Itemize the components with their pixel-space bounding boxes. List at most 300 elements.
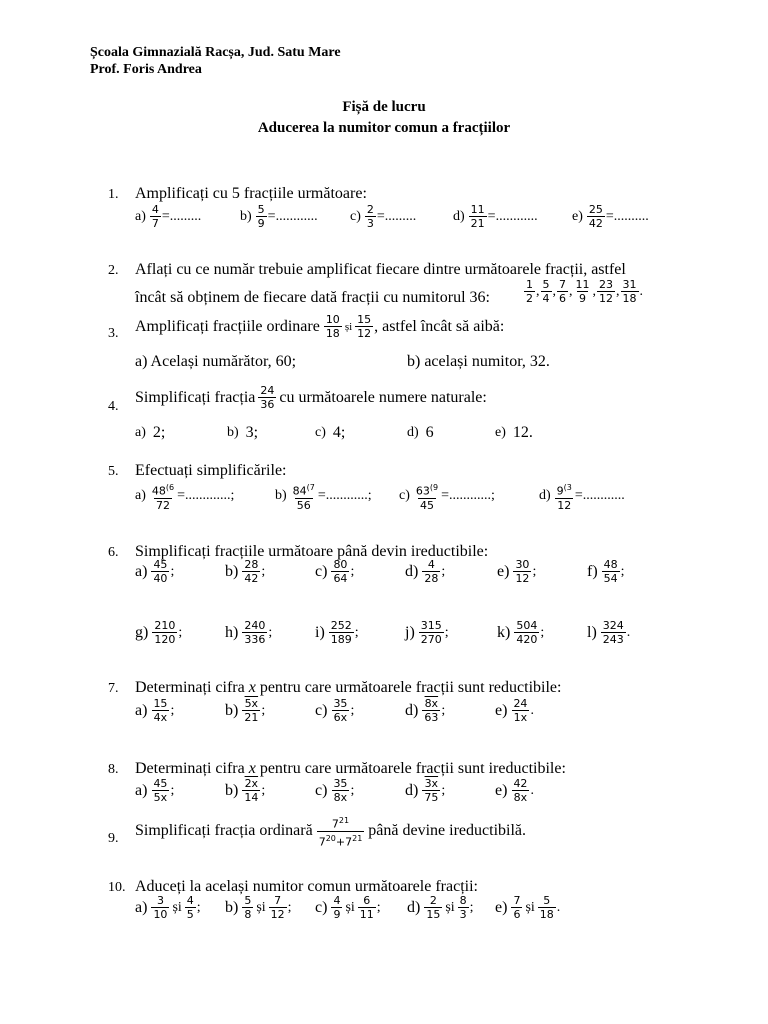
- fraction: [422, 777, 440, 804]
- fraction: [511, 777, 529, 804]
- fraction: [602, 558, 620, 585]
- item: [135, 203, 201, 230]
- school-name: Școala Gimnazială Racșa, Jud. Satu Mare: [90, 45, 341, 60]
- numerator: 504: [516, 619, 538, 632]
- exercise-number: 10.: [108, 880, 126, 895]
- denominator: 5x: [153, 791, 168, 804]
- item-label: i): [315, 623, 325, 641]
- item: [315, 424, 345, 442]
- item: [587, 619, 630, 646]
- numerator: 2: [429, 894, 437, 907]
- numerator: 31: [622, 278, 637, 291]
- numerator: 6: [363, 894, 371, 907]
- denominator: 9: [257, 217, 265, 230]
- item-value: 12.: [512, 424, 533, 441]
- numerator: 4: [151, 203, 159, 216]
- fraction: [291, 481, 317, 512]
- fraction: [422, 697, 440, 724]
- denominator: 5: [186, 908, 194, 921]
- teacher-name: Prof. Foris Andrea: [90, 62, 202, 77]
- denominator: 12: [270, 908, 285, 921]
- separator: ;: [354, 624, 359, 640]
- denominator: 21: [470, 217, 485, 230]
- item: [405, 777, 445, 804]
- fraction: [269, 894, 287, 921]
- numerator: 48$^{(6}$: [151, 483, 175, 498]
- fraction: [331, 894, 342, 921]
- denominator: 40: [153, 572, 168, 585]
- item: [135, 424, 165, 442]
- denominator: 2: [526, 292, 533, 305]
- exercise-8-text: Determinați cifra x pentru care următoarele fracții sunt ireductibile:: [135, 760, 566, 777]
- exercise-9-prompt: Simplificați fracția ordinară $7^{21}$ $7^{20}+7^{21}$ până devine ireductibilă.: [135, 816, 527, 849]
- item: [275, 481, 372, 512]
- separator: ,: [592, 283, 596, 299]
- fraction: 15 12: [357, 313, 372, 340]
- denominator: 72: [156, 498, 170, 512]
- exercise-3-text-a: Amplificați fracțiile ordinare: [135, 317, 320, 335]
- fraction: [242, 619, 267, 646]
- answer-blank: =............: [487, 208, 538, 224]
- worksheet-subtitle: Aducerea la numitor comun a fracțiilor: [257, 120, 511, 136]
- numerator: 210: [154, 619, 176, 632]
- item: [225, 777, 265, 804]
- denominator: 28: [424, 572, 439, 585]
- denominator: 10: [153, 908, 168, 921]
- separator: ;: [350, 702, 355, 718]
- fraction: [524, 278, 535, 305]
- answer-blank: =..........: [605, 208, 649, 224]
- answer-blank: =............: [574, 488, 625, 504]
- item-label: b): [227, 425, 239, 440]
- numerator: 84$^{(7}$: [292, 483, 315, 498]
- item-label: g): [135, 623, 149, 641]
- item: [315, 558, 354, 585]
- fraction: [513, 558, 531, 585]
- denominator: 420: [516, 633, 538, 646]
- item-label: b): [225, 898, 239, 916]
- item-label: k): [497, 623, 511, 641]
- exercise-number: 4.: [108, 399, 119, 414]
- item-label: l): [587, 623, 597, 641]
- exercise-3-item-a: a) Același numărător, 60;: [135, 353, 297, 370]
- numerator: 240: [244, 619, 266, 632]
- numerator: 7: [274, 894, 282, 907]
- item-label: c): [315, 781, 328, 799]
- conjunction: și: [256, 899, 266, 915]
- fraction: [419, 619, 444, 646]
- numerator: 252: [330, 619, 352, 632]
- item-label: b): [225, 781, 239, 799]
- denominator: 63: [424, 711, 439, 724]
- fraction: [151, 558, 169, 585]
- answer-blank: =............;: [317, 488, 372, 504]
- denominator: 8x: [333, 791, 348, 804]
- exercise-2-line2: încât să obținem de fiecare dată fracții cu numitorul 36:: [135, 289, 490, 306]
- denominator: 54: [603, 572, 618, 585]
- answer-blank: =............: [267, 208, 318, 224]
- numerator: 4: [427, 558, 435, 571]
- fraction: [511, 697, 529, 724]
- numerator: 35: [333, 777, 348, 790]
- numerator: 315: [420, 619, 442, 632]
- simplify-factor: (7: [306, 483, 315, 492]
- item: [539, 481, 625, 512]
- denominator: 7: [151, 217, 159, 230]
- denominator: 9: [579, 292, 586, 305]
- separator: .: [530, 782, 534, 798]
- fraction: [242, 558, 260, 585]
- denominator: 6: [559, 292, 566, 305]
- numerator: 63$^{(9}$: [415, 483, 439, 498]
- fraction: [469, 203, 487, 230]
- numerator: 48: [603, 558, 618, 571]
- denominator: 270: [420, 633, 442, 646]
- item: [407, 424, 434, 442]
- item: [405, 558, 445, 585]
- item-label: a): [135, 781, 148, 799]
- item-label: h): [225, 623, 239, 641]
- numerator: 3x: [424, 777, 439, 790]
- denominator: 42: [588, 217, 603, 230]
- separator: ;: [350, 782, 355, 798]
- separator: ;: [441, 782, 446, 798]
- numerator: 11: [470, 203, 485, 216]
- fraction: [424, 894, 442, 921]
- item-label: d): [405, 701, 419, 719]
- fraction: [242, 777, 260, 804]
- item: [405, 697, 445, 724]
- item-label: c): [350, 208, 361, 224]
- separator: ;: [261, 782, 266, 798]
- numerator: 9$^{(3}$: [556, 483, 572, 498]
- item: [407, 894, 474, 921]
- denominator: 3: [459, 908, 467, 921]
- item-label: d): [539, 488, 551, 504]
- fraction: [414, 481, 440, 512]
- item-label: d): [453, 208, 465, 224]
- item-value: 2;: [152, 424, 166, 441]
- item: [495, 697, 534, 724]
- item-label: b): [225, 701, 239, 719]
- denominator: 21: [244, 711, 259, 724]
- fraction: [365, 203, 376, 230]
- item: [135, 558, 174, 585]
- fraction: [555, 481, 574, 512]
- item-label: d): [407, 425, 419, 440]
- denominator: 6: [513, 908, 521, 921]
- numerator: 7: [513, 894, 521, 907]
- item-label: e): [495, 701, 508, 719]
- item-label: a): [135, 562, 148, 580]
- fraction: [514, 619, 539, 646]
- denominator: 15: [426, 908, 441, 921]
- separator: ,: [536, 283, 540, 299]
- fraction: [538, 894, 556, 921]
- numerator: 23: [599, 278, 613, 291]
- exercise-number: 9.: [108, 831, 119, 846]
- item-value: 6: [425, 424, 434, 441]
- fraction: [256, 203, 267, 230]
- item: [495, 894, 560, 921]
- denominator: 42: [244, 572, 259, 585]
- item: [497, 558, 536, 585]
- item: [135, 894, 201, 921]
- item-value: 4;: [332, 424, 346, 441]
- exercise-4-prompt: Simplificați fracția 24 36 cu următoarele numere naturale:: [135, 384, 487, 411]
- item: [135, 777, 174, 804]
- item: [225, 619, 272, 646]
- fraction: [151, 894, 169, 921]
- numerator: 5: [542, 278, 550, 291]
- separator: ;: [178, 624, 183, 640]
- denominator: 189: [330, 633, 352, 646]
- answer-blank: =.............;: [177, 488, 235, 504]
- item: [497, 619, 544, 646]
- separator: ;: [287, 899, 292, 915]
- numerator: 8: [459, 894, 467, 907]
- fraction: [151, 697, 169, 724]
- fraction: [242, 894, 253, 921]
- answer-blank: =............;: [441, 488, 495, 504]
- numerator: 35: [333, 697, 348, 710]
- exercise-10-text: Aduceți la același numitor comun următoarele fracții:: [135, 878, 478, 895]
- numerator: 24: [513, 697, 528, 710]
- denominator: 12: [557, 498, 572, 512]
- fraction: 10 18: [325, 313, 340, 340]
- fraction: [574, 278, 592, 305]
- numerator: 42: [513, 777, 528, 790]
- fraction: [597, 278, 615, 305]
- numerator: 15: [153, 697, 168, 710]
- fraction: 24 36: [260, 384, 275, 411]
- item-label: d): [407, 898, 421, 916]
- denominator: 243: [602, 633, 624, 646]
- numerator: 80: [333, 558, 348, 571]
- separator: ;: [540, 624, 545, 640]
- item: [135, 481, 234, 512]
- conjunction: și: [525, 899, 535, 915]
- separator: ;: [441, 563, 446, 579]
- item-label: b): [225, 562, 239, 580]
- denominator: 120: [154, 633, 176, 646]
- item-label: e): [497, 562, 510, 580]
- fraction: $7^{21}$ $7^{20}+7^{21}$: [318, 816, 363, 849]
- denominator: 12: [599, 292, 613, 305]
- item: [587, 558, 625, 585]
- simplify-factor: (9: [429, 483, 439, 492]
- item-label: e): [495, 898, 508, 916]
- denominator: 75: [424, 791, 439, 804]
- denominator: 6x: [333, 711, 348, 724]
- separator: .: [626, 624, 631, 640]
- numerator: 11: [575, 278, 590, 291]
- item: [225, 697, 265, 724]
- exercise-number: 3.: [108, 326, 119, 341]
- separator: ;: [268, 624, 273, 640]
- denominator: 1x: [513, 711, 528, 724]
- separator: .: [639, 283, 643, 299]
- item-label: e): [495, 781, 508, 799]
- item-label: a): [135, 488, 146, 504]
- fraction: [422, 558, 440, 585]
- denominator: 4: [542, 292, 550, 305]
- item: [227, 424, 258, 442]
- item-value: 3;: [245, 424, 259, 441]
- denominator: 14: [244, 791, 259, 804]
- item-label: j): [405, 623, 415, 641]
- separator: ;: [170, 782, 175, 798]
- numerator: 8x: [424, 697, 439, 710]
- item-label: e): [572, 208, 583, 224]
- item: [350, 203, 416, 230]
- item: [572, 203, 649, 230]
- exercise-number: 2.: [108, 263, 119, 278]
- exercise-number: 1.: [108, 187, 119, 202]
- denominator: 8x: [513, 791, 528, 804]
- numerator: 4: [186, 894, 194, 907]
- separator: ;: [261, 563, 266, 579]
- exercise-number: 6.: [108, 545, 119, 560]
- numerator: 3: [156, 894, 164, 907]
- conjunction: și: [172, 899, 182, 915]
- numerator: 5: [244, 894, 252, 907]
- denominator: 4x: [153, 711, 168, 724]
- item-label: c): [315, 898, 328, 916]
- fraction: [358, 894, 376, 921]
- separator: ;: [532, 563, 537, 579]
- fraction: [587, 203, 605, 230]
- numerator: 5x: [244, 697, 259, 710]
- fraction: [150, 203, 161, 230]
- item-label: c): [315, 562, 328, 580]
- fraction: [151, 777, 169, 804]
- conjunction: și: [445, 899, 455, 915]
- item-label: a): [135, 425, 146, 440]
- exercise-3-text-b: , astfel încât să aibă:: [374, 317, 505, 335]
- denominator: 9: [333, 908, 341, 921]
- answer-blank: =.........: [376, 208, 417, 224]
- item: [135, 697, 174, 724]
- exercise-3-item-b: b) același numitor, 32.: [407, 353, 550, 370]
- numerator: 25: [588, 203, 603, 216]
- item-label: d): [405, 781, 419, 799]
- exercise-number: 7.: [108, 681, 119, 696]
- numerator: 45: [153, 558, 168, 571]
- denominator: 11: [359, 908, 374, 921]
- item-label: c): [315, 701, 328, 719]
- simplify-factor: (3: [563, 483, 572, 492]
- item: [495, 777, 534, 804]
- separator: ;: [620, 563, 625, 579]
- worksheet-title: Fișă de lucru: [342, 99, 426, 115]
- numerator: 2x: [244, 777, 259, 790]
- exercise-number: 8.: [108, 762, 119, 777]
- fraction: [511, 894, 522, 921]
- separator: ,: [569, 283, 573, 299]
- separator: ;: [441, 702, 446, 718]
- item-label: d): [405, 562, 419, 580]
- fraction: [331, 558, 349, 585]
- item: [135, 619, 182, 646]
- separator: ;: [376, 899, 381, 915]
- separator: .: [530, 702, 534, 718]
- separator: ;: [196, 899, 201, 915]
- separator: ,: [552, 283, 556, 299]
- fraction: [242, 697, 260, 724]
- fraction: [331, 697, 349, 724]
- denominator: 56: [296, 498, 311, 512]
- item-label: b): [275, 488, 287, 504]
- separator: ;: [469, 899, 474, 915]
- item: [225, 558, 265, 585]
- denominator: 18: [622, 292, 637, 305]
- fraction: [329, 619, 354, 646]
- denominator: 64: [333, 572, 348, 585]
- item: [399, 481, 495, 512]
- numerator: 7: [559, 278, 566, 291]
- numerator: 2: [366, 203, 374, 216]
- item: [240, 203, 318, 230]
- item-label: c): [315, 425, 326, 440]
- item-label: a): [135, 208, 146, 224]
- numerator: 1: [526, 278, 533, 291]
- item-label: e): [495, 425, 506, 440]
- item-label: a): [135, 701, 148, 719]
- fraction: [185, 894, 196, 921]
- fraction: [150, 481, 176, 512]
- exercise-5-text: Efectuați simplificările:: [135, 462, 287, 479]
- exercise-1-text: Amplificați cu 5 fracțiile următoare:: [135, 185, 367, 202]
- item: [315, 619, 359, 646]
- item-label: f): [587, 562, 598, 580]
- exercise-number: 5.: [108, 464, 119, 479]
- fraction: [458, 894, 469, 921]
- separator: ;: [444, 624, 449, 640]
- item: [315, 777, 354, 804]
- item: [495, 424, 533, 442]
- separator: ;: [350, 563, 355, 579]
- answer-blank: =.........: [161, 208, 202, 224]
- separator: ;: [261, 702, 266, 718]
- denominator: 336: [244, 633, 266, 646]
- item: [453, 203, 538, 230]
- exercise-6-text: Simplificați fracțiile următoare până devin ireductibile:: [135, 543, 489, 560]
- item-label: c): [399, 488, 410, 504]
- numerator: 4: [333, 894, 341, 907]
- fraction: [621, 278, 639, 305]
- exercise-2-line1: Aflați cu ce număr trebuie amplificat fiecare dintre următoarele fracții, astfel: [135, 261, 626, 278]
- item: [225, 894, 292, 921]
- separator: ,: [616, 283, 620, 299]
- exercise-3-prompt: Amplificați fracțiile ordinare 10 18 și 15 12 , astfel încât să aibă:: [135, 313, 505, 340]
- denominator: 8: [244, 908, 252, 921]
- fraction: [331, 777, 349, 804]
- fraction: [152, 619, 177, 646]
- separator: ;: [170, 563, 175, 579]
- exercise-7-text: Determinați cifra x pentru care următoarele fracții sunt reductibile:: [135, 679, 562, 696]
- conjunction: și: [345, 899, 355, 915]
- numerator: 45: [153, 777, 168, 790]
- item: [315, 894, 381, 921]
- item-label: a): [135, 898, 148, 916]
- separator: .: [556, 899, 561, 915]
- numerator: 30: [515, 558, 530, 571]
- numerator: 5: [543, 894, 551, 907]
- denominator: 45: [420, 498, 434, 512]
- simplify-factor: (6: [165, 483, 175, 492]
- numerator: 324: [602, 619, 624, 632]
